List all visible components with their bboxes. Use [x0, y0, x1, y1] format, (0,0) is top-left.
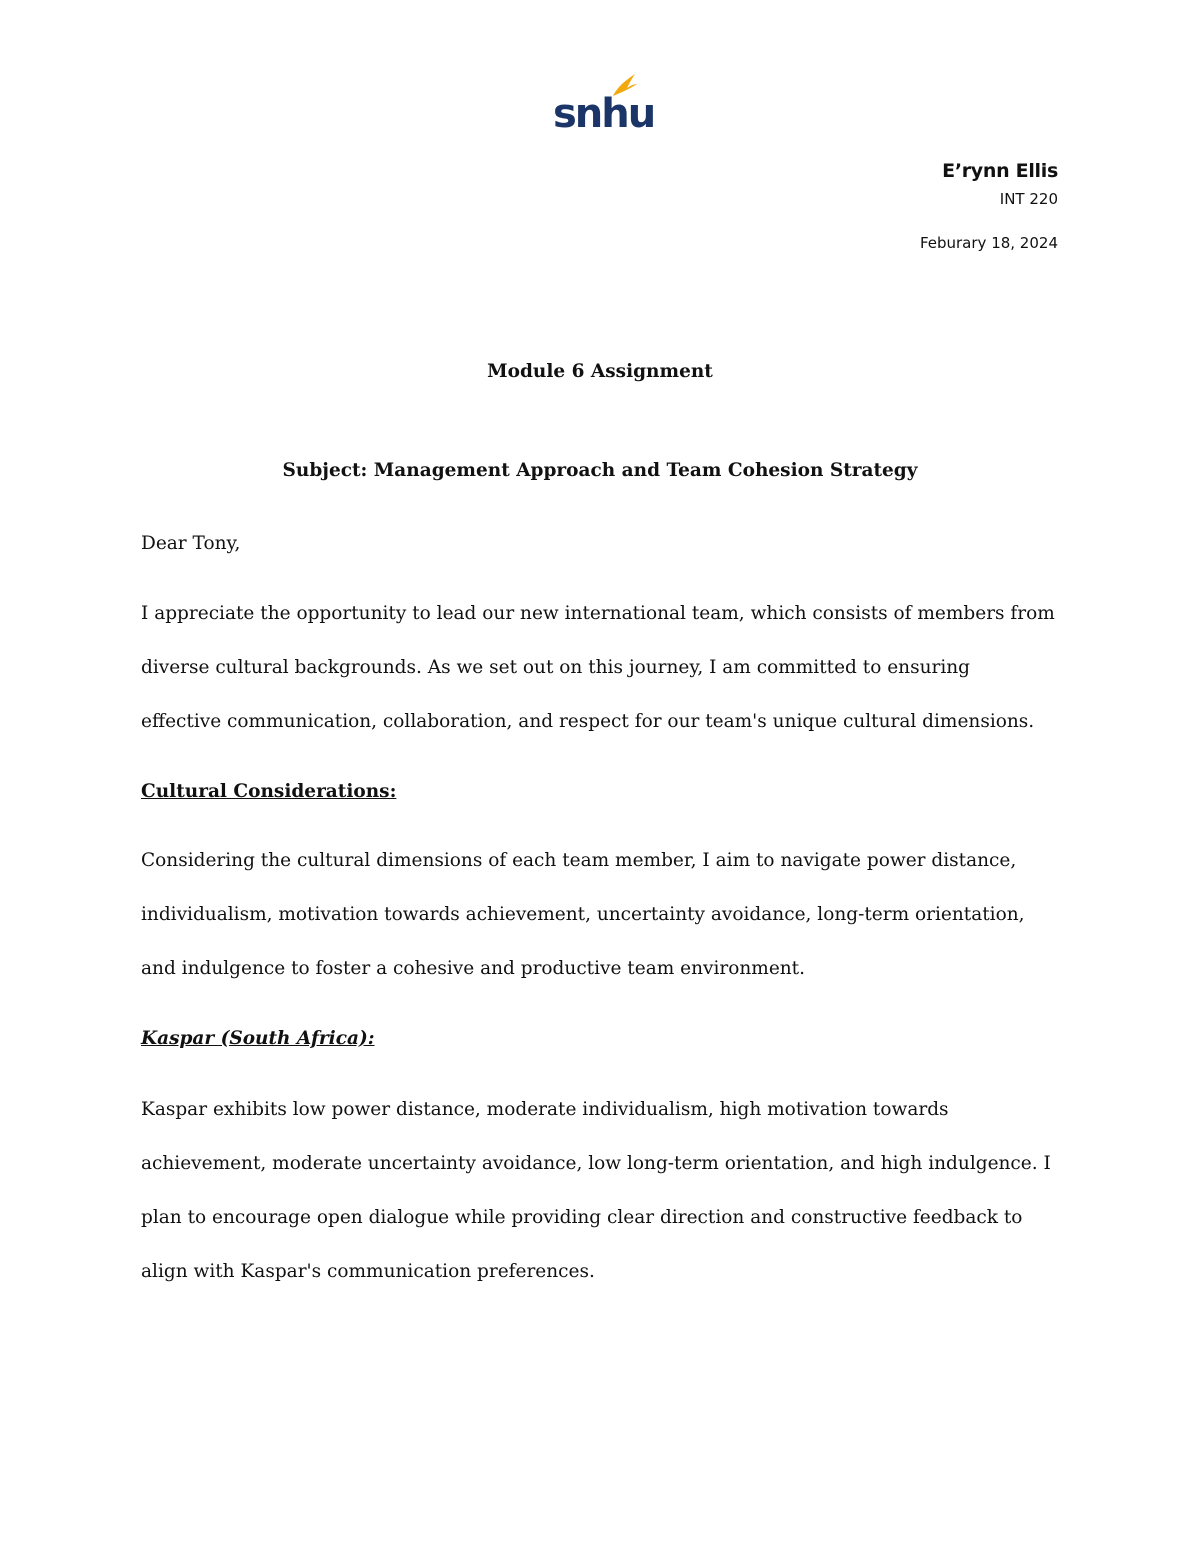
- author-header: [920, 156, 1058, 256]
- logo-text: snhu: [553, 91, 655, 137]
- subject-line: Subject: Management Approach and Team Cohesion Strategy: [282, 460, 918, 481]
- kaspar-heading: Kaspar (South Africa):: [141, 1028, 375, 1049]
- author-name: E’rynn Ellis: [942, 160, 1058, 182]
- document-title: Module 6 Assignment: [487, 361, 713, 382]
- document-date: Feburary 18, 2024: [919, 234, 1058, 252]
- paragraph-line: plan to encourage open dialogue while providing clear direction and constructive feedback to: [141, 1207, 1023, 1228]
- course-code: INT 220: [999, 190, 1058, 208]
- paragraph-line: and indulgence to foster a cohesive and productive team environment.: [141, 958, 805, 979]
- paragraph-line: diverse cultural backgrounds. As we set out on this journey, I am committed to ensuring: [141, 657, 971, 678]
- paragraph-line: effective communication, collaboration, and respect for our team's unique cultural dimensions.: [141, 711, 1035, 732]
- paragraph-line: align with Kaspar's communication preferences.: [141, 1261, 595, 1282]
- kaspar-paragraph: [141, 1083, 1071, 1299]
- intro-paragraph: [141, 587, 1071, 749]
- paragraph-line: achievement, moderate uncertainty avoidance, low long-term orientation, and high indulgence. I: [141, 1153, 1051, 1174]
- paragraph-line: Kaspar exhibits low power distance, moderate individualism, high motivation towards: [141, 1099, 949, 1120]
- cultural-considerations-heading: Cultural Considerations:: [141, 781, 397, 802]
- paragraph-line: Considering the cultural dimensions of each team member, I aim to navigate power distance,: [141, 850, 1017, 871]
- salutation: Dear Tony,: [141, 533, 241, 554]
- paragraph-line: individualism, motivation towards achievement, uncertainty avoidance, long-term orientation,: [141, 904, 1025, 925]
- snhu-logo: [553, 72, 655, 137]
- paragraph-line: I appreciate the opportunity to lead our new international team, which consists of members from: [141, 603, 1055, 624]
- cultural-paragraph: [141, 834, 1071, 996]
